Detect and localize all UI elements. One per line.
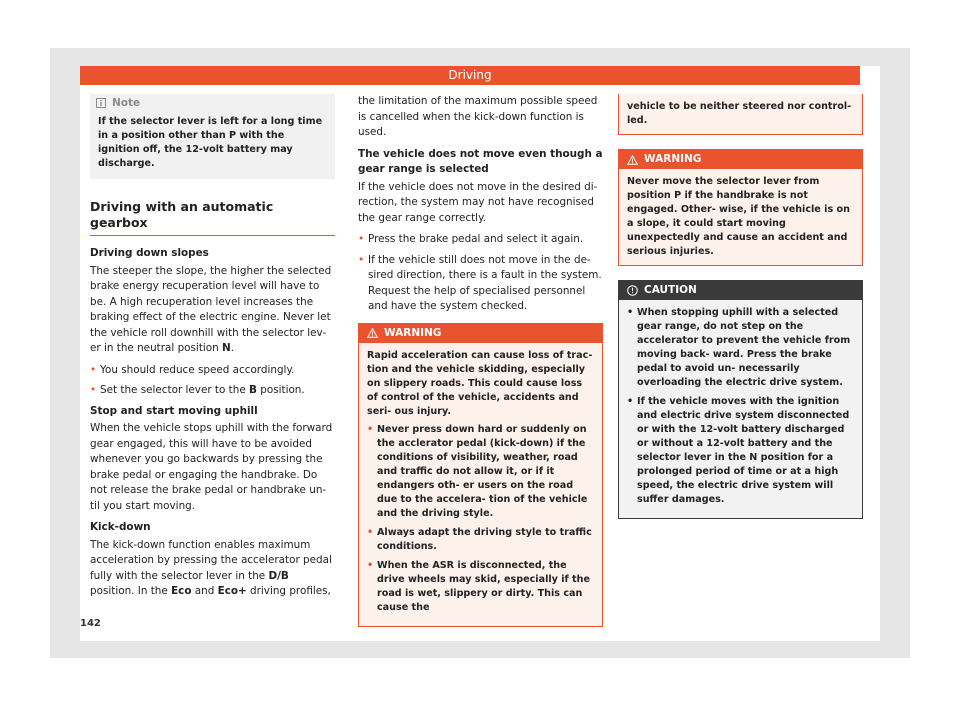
column-left bbox=[90, 94, 335, 606]
caution-header bbox=[619, 281, 862, 300]
slopes-bullet-2: • Set the selector lever to the B position. bbox=[90, 383, 335, 399]
note-title: Note bbox=[112, 97, 141, 109]
caution-body bbox=[619, 300, 862, 518]
warning-text-2: Never move the selector lever from position P if the handbrake is not engaged. Other- wise, if the vehicle is on a slope, it could start moving unexpectedly and cause an accident and serious injuries. bbox=[619, 169, 862, 265]
section-title: Driving with an automatic gearbox bbox=[90, 199, 335, 236]
uphill-text: When the vehicle stops uphill with the forward gear engaged, this will have to be avoided whenever you go backwards by pressing the brake pedal or engaging the handbrake. Do not release the brake pedal or handbrake un- til you start moving. bbox=[90, 422, 333, 512]
note-header bbox=[90, 94, 335, 112]
warning-title-2: WARNING bbox=[644, 153, 702, 165]
warning-header bbox=[359, 324, 602, 343]
caution-title: CAUTION bbox=[644, 284, 697, 296]
caution-box bbox=[618, 280, 863, 519]
notmove-heading: The vehicle does not move even though a gear range is selected bbox=[358, 147, 603, 175]
kickdown-text: The kick-down function enables maximum acceleration by pressing the accelerator pedal fully with the selector lever in the D/B position. In the Eco and Eco+ driving profiles, bbox=[90, 538, 332, 597]
warning-continued-text: vehicle to be neither steered nor control- led. bbox=[627, 101, 852, 126]
kickdown-heading: Kick-down bbox=[90, 521, 151, 533]
warning-box-selector bbox=[618, 149, 863, 266]
notmove-bullet-1: • Press the brake pedal and select it again. bbox=[358, 232, 603, 248]
caution-bullet-1: • When stopping uphill with a selected gear range, do not step on the accelerator to prevent the vehicle from moving back- ward. Press the brake pedal to avoid un- necessarily overloading the electric drive system. bbox=[627, 306, 854, 390]
warning-body bbox=[359, 343, 602, 626]
info-icon bbox=[96, 98, 106, 108]
slopes-text: The steeper the slope, the higher the selected brake energy recuperation level will have to be. A high recuperation level increases the braking effect of the electric engine. Never let the vehicle roll downhill with the selector lev- er in the neutral position N. bbox=[90, 264, 332, 354]
warning-bullet-3: • When the ASR is disconnected, the drive wheels may skid, especially if the road is wet, slippery or dirty. This can cause the bbox=[367, 559, 594, 615]
warning-bullet-2: • Always adapt the driving style to traffic conditions. bbox=[367, 526, 594, 554]
column-right bbox=[618, 94, 863, 519]
notmove-bullet-2: • If the vehicle still does not move in the de- sired direction, there is a fault in the system. Request the help of specialised personnel and have the system checked. bbox=[358, 253, 603, 315]
page-background bbox=[50, 48, 910, 658]
uphill-heading: Stop and start moving uphill bbox=[90, 404, 258, 417]
caution-bullet-2: • If the vehicle moves with the ignition and electric drive system disconnected or with the 12-volt battery discharged or without a 12-volt battery and the selector lever in the N position for a prolonged period of time or at a high speed, the electric drive system will suffer damages. bbox=[627, 395, 854, 507]
warning-title: WARNING bbox=[384, 326, 442, 339]
warning-triangle-icon bbox=[367, 328, 378, 338]
warning-box-kickdown bbox=[358, 323, 603, 627]
note-text: If the selector lever is left for a long time in a position other than P with the ignition off, the 12-volt battery may discharge. bbox=[98, 116, 323, 169]
warning-bullet-1: • Never press down hard or suddenly on the acclerator pedal (kick-down) if the conditions of visibility, weather, road and traffic do not allow it, or if it endangers oth- er users on the road due to the accelera- tion of the vehicle and the driving style. bbox=[367, 423, 594, 521]
warning-text: Rapid acceleration can cause loss of trac- tion and the vehicle skidding, especially on slippery roads. This could cause loss of control of the vehicle, accidents and seri- ous injury. bbox=[367, 349, 593, 417]
warning-triangle-icon bbox=[627, 155, 638, 165]
page-header: Driving bbox=[80, 66, 860, 85]
exclamation-circle-icon bbox=[627, 285, 638, 296]
note-box bbox=[90, 94, 335, 179]
notmove-text: If the vehicle does not move in the desired di- rection, the system may not have recognised the gear range correctly. bbox=[358, 180, 598, 224]
kickdown-continued: the limitation of the maximum possible speed is cancelled when the kick-down function is used. bbox=[358, 95, 598, 138]
column-middle bbox=[358, 94, 603, 637]
slopes-heading: Driving down slopes bbox=[90, 247, 209, 259]
warning-header-2 bbox=[619, 150, 862, 169]
manual-page bbox=[80, 66, 880, 641]
slopes-bullet-1: • You should reduce speed accordingly. bbox=[90, 363, 335, 379]
warning-continued-box bbox=[618, 94, 863, 135]
page-number: 142 bbox=[80, 618, 101, 629]
